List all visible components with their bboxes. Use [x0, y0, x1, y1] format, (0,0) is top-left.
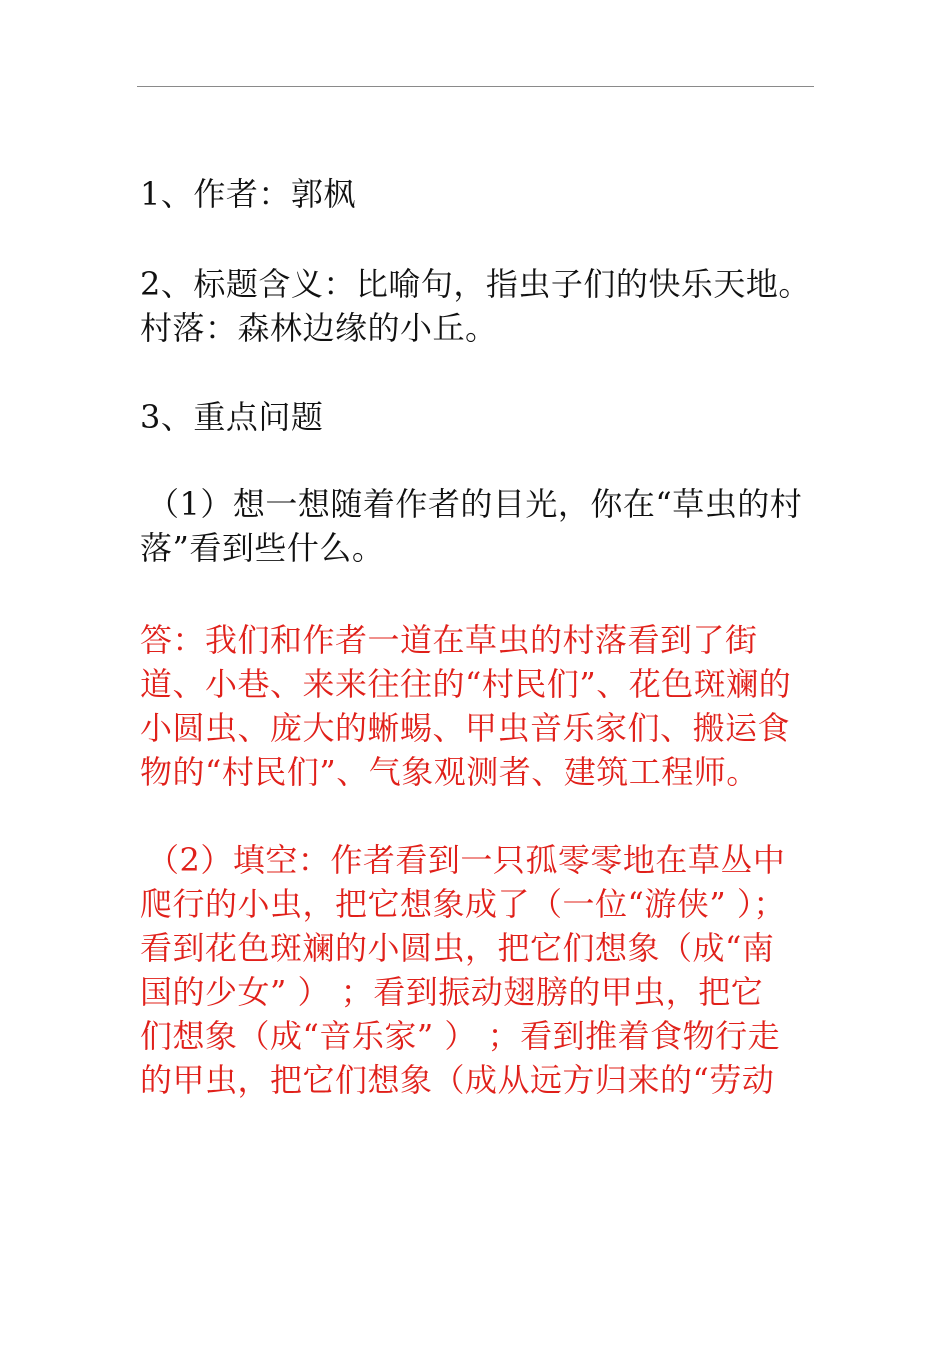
header-divider	[137, 86, 814, 87]
item-author	[140, 172, 816, 216]
answer-1-line: 物的“村民们”、气象观测者、建筑工程师。	[140, 753, 759, 791]
question-1-line: 落”看到些什么。	[140, 529, 385, 567]
answer-1	[140, 618, 816, 794]
answer-1-line: 道、小巷、来来往往的“村民们”、花色斑斓的	[140, 665, 792, 703]
question-2-line: 国的少女” ） ；看到振动翅膀的甲虫，把它	[140, 973, 764, 1011]
question-1-line: （1）想一想随着作者的目光，你在“草虫的村	[147, 485, 803, 523]
key-questions-heading: 3、重点问题	[140, 398, 324, 436]
author-line: 1、作者：郭枫	[140, 175, 356, 213]
answer-1-line: 答：我们和作者一道在草虫的村落看到了街	[140, 621, 758, 659]
question-1	[140, 482, 816, 570]
question-2-line: （2）填空：作者看到一只孤零零地在草丛中	[147, 841, 786, 879]
question-2-fill-blank	[140, 838, 816, 1102]
item-key-questions	[140, 395, 816, 439]
title-meaning-line: 2、标题含义：比喻句，指虫子们的快乐天地。	[140, 265, 811, 303]
question-2-line: 看到花色斑斓的小圆虫，把它们想象（成“南	[140, 929, 775, 967]
village-meaning-line: 村落：森林边缘的小丘。	[140, 309, 498, 347]
question-2-line: 们想象（成“音乐家” ） ；看到推着食物行走	[140, 1017, 781, 1055]
question-2-line: 的甲虫，把它们想象（成从远方归来的“劳动	[140, 1061, 775, 1099]
answer-1-line: 小圆虫、庞大的蜥蜴、甲虫音乐家们、搬运食	[140, 709, 791, 747]
item-title-meaning	[140, 262, 816, 350]
question-2-line: 爬行的小虫，把它想象成了（一位“游侠” ）；	[140, 885, 786, 923]
